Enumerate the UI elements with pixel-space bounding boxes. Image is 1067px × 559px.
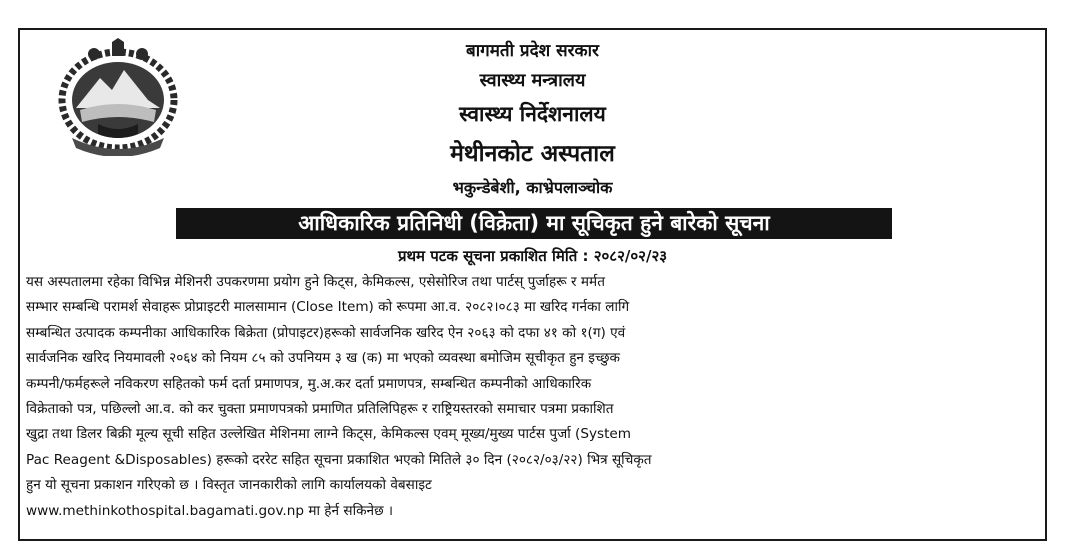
notice-body — [26, 270, 1039, 524]
notice-body-line: सम्बन्धित उत्पादक कम्पनीका आधिकारिक बिक्रेता (प्रोपाइटर)हरूको सार्वजनिक खरिद ऐन २०६३ को दफा ४१ को १(ग) एवं — [26, 324, 626, 341]
notice-body-line: कम्पनी/फर्महरूले नविकरण सहितको फर्म दर्ता प्रमाणपत्र, मु.अ.कर दर्ता प्रमाणपत्र, सम्बन्धित कम्पनीको आधिकारिक — [26, 375, 592, 392]
notice-body-line: सम्भार सम्बन्धि परामर्श सेवाहरू प्रोप्राइटरी मालसामान (Close Item) को रूपमा आ.व. २०८२।०८३ मा खरिद गर्नका लागि — [26, 299, 630, 316]
directorate-name: स्वास्थ्य निर्देशनालय — [459, 102, 606, 126]
notice-body-line: हुन यो सूचना प्रकाशन गरिएको छ । विस्तृत जानकारीको लागि कार्यालयको वेबसाइट — [26, 477, 432, 494]
notice-body-line: सार्वजनिक खरिद नियमावली २०६४ को नियम ८५ को उपनियम ३ ख (क) मा भएको व्यवस्था बमोजिम सूचीकृत हुन इच्छुक — [26, 350, 620, 367]
province-name: बागमती प्रदेश सरकार — [466, 41, 599, 61]
notice-body-line: यस अस्पतालमा रहेका विभिन्न मेशिनरी उपकरणमा प्रयोग हुने किट्स, केमिकल्स, एसेसोरिज तथा पार्टस् पुर्जाहरू र मर्मत — [26, 274, 605, 290]
notice-frame — [18, 28, 1047, 541]
website-line[interactable]: www.methinkothospital.bagamati.gov.np मा हेर्न सकिनेछ । — [26, 502, 394, 519]
notice-title-banner: आधिकारिक प्रतिनिधी (विक्रेता) मा सूचिकृत हुने बारेको सूचना — [176, 208, 892, 239]
hospital-name: मेथीनकोट अस्पताल — [450, 141, 615, 167]
first-published-date: प्रथम पटक सूचना प्रकाशित मिति : २०८२/०२/२३ — [397, 247, 668, 265]
ministry-name: स्वास्थ्य मन्त्रालय — [479, 70, 586, 91]
notice-body-line: खुद्रा तथा डिलर बिक्री मूल्य सूची सहित उल्लेखित मेशिनमा लाग्ने किट्स, केमिकल्स एवम् मूख्य/मुख्य पार्टस पुर्जा (System — [26, 426, 632, 443]
hospital-location: भकुन्डेबेशी, काभ्रेपलाञ्चोक — [452, 178, 613, 197]
notice-body-line: विक्रेताको पत्र, पछिल्लो आ.व. को कर चुक्ता प्रमाणपत्रको प्रमाणित प्रतिलिपिहरू र राष्ट्रियस्तरको समाचार पत्रमा प्रकाशित — [26, 400, 614, 417]
notice-body-line: Pac Reagent &Disposables) हरूको दररेट सहित सूचना प्रकाशित भएको मितिले ३० दिन (२०८२/०३/२२) भित्र सूचिकृत — [26, 451, 652, 468]
